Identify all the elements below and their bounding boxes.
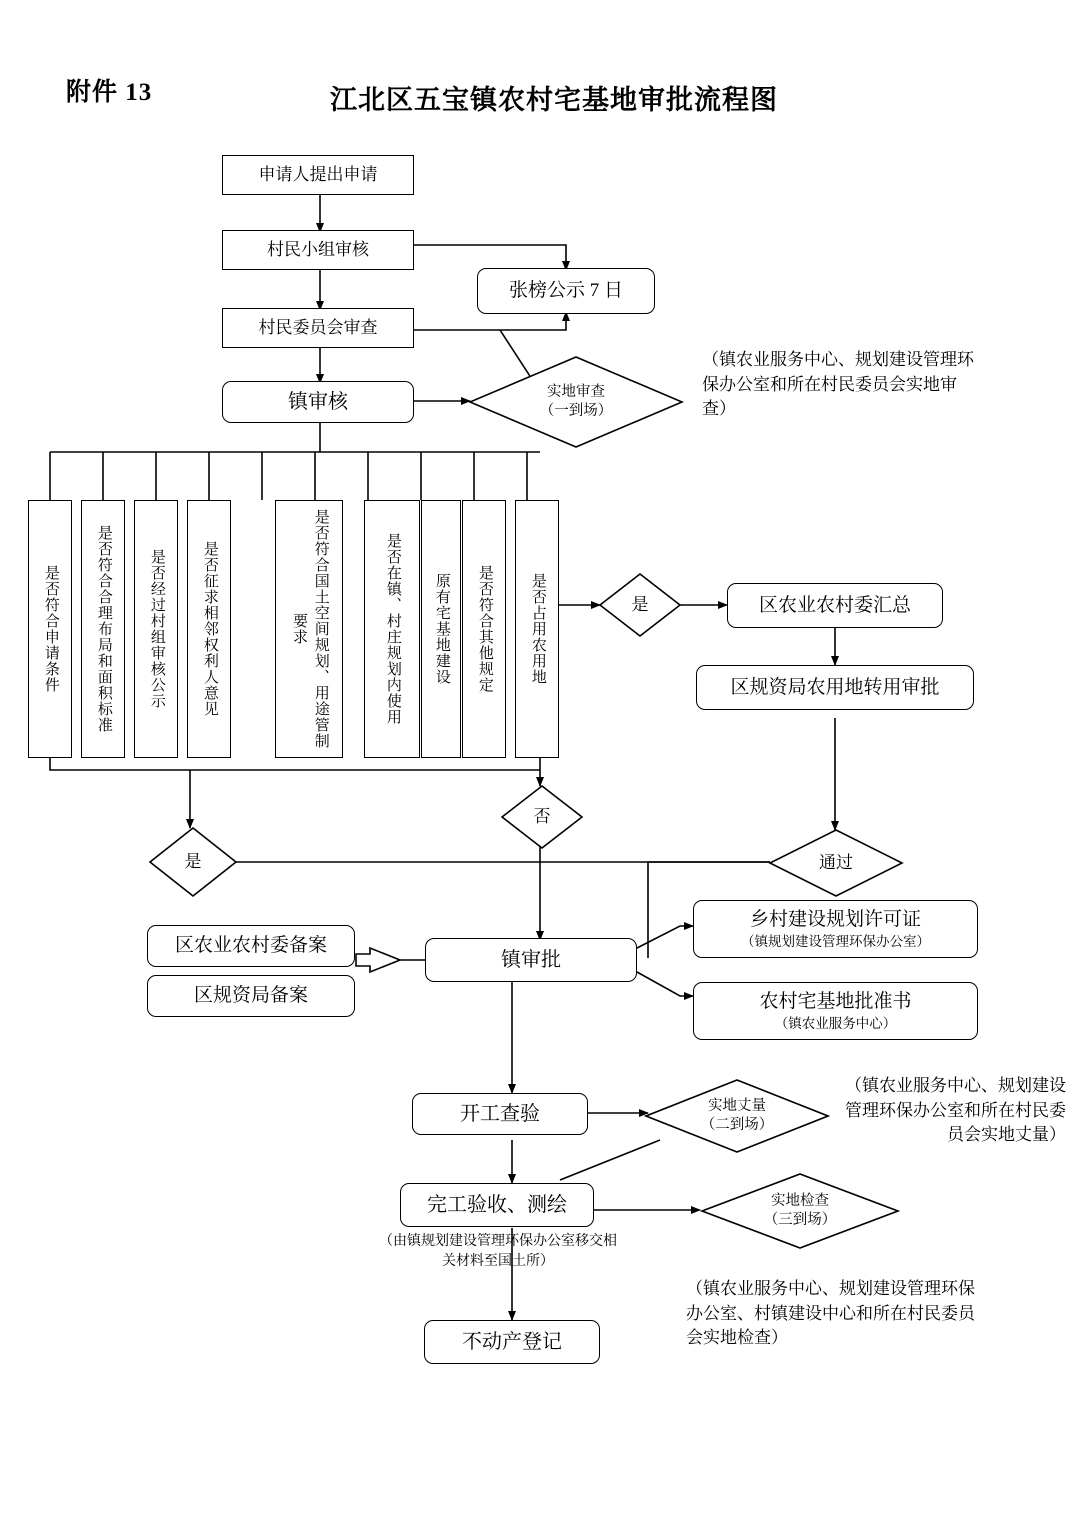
decision-label — [500, 784, 584, 850]
node-district-land-approval[interactable] — [696, 665, 974, 710]
node-label: 张榜公示 7 日 — [508, 280, 623, 302]
decision-no-center[interactable] — [500, 784, 584, 850]
decision-label-group — [468, 355, 684, 449]
node-label: 区规资局备案 — [193, 985, 308, 1007]
note-text: （镇农业服务中心、规划建设管理环保办公室、村镇建设中心和所在村民委员会实地检查） — [686, 1279, 975, 1348]
page-title: 江北区五宝镇农村宅基地审批流程图 — [330, 85, 778, 115]
node-label: 开工查验 — [460, 1102, 540, 1125]
decision-yes-right[interactable] — [598, 572, 682, 638]
node-public-notice[interactable] — [477, 268, 655, 314]
attachment-label: 附件 13 — [66, 79, 153, 106]
decision-title: 实地检查 — [771, 1193, 829, 1210]
node-real-estate-registration[interactable] — [424, 1320, 600, 1364]
node-applicant-apply[interactable] — [222, 155, 414, 195]
decision-subtitle: （一到场） — [539, 403, 613, 419]
decision-subtitle: （三到场） — [763, 1212, 837, 1228]
decision-subtitle: （二到场） — [700, 1117, 774, 1133]
condition-label: 原有宅基地建设 — [433, 573, 450, 685]
condition-box-3[interactable] — [134, 500, 178, 758]
node-label: 镇审核 — [288, 390, 348, 413]
node-homestead-approval-doc[interactable] — [693, 982, 978, 1040]
condition-label: 是否占用农用地 — [529, 573, 546, 685]
note-field-check — [686, 1277, 986, 1351]
condition-label: 是否符合其他规定 — [476, 565, 493, 693]
node-label: 农村宅基地批准书 — [759, 991, 912, 1013]
note-text: （由镇规划建设管理环保办公室移交相关材料至国土所） — [379, 1234, 617, 1270]
decision-title: 实地审查 — [547, 384, 605, 401]
node-rural-construction-permit[interactable] — [693, 900, 978, 958]
node-district-land-record[interactable] — [147, 975, 355, 1017]
condition-box-1[interactable] — [28, 500, 72, 758]
condition-label: 是否符合合理布局和面积标准 — [95, 525, 112, 733]
decision-field-measure[interactable] — [644, 1078, 830, 1154]
node-label: 乡村建设规划许可证 — [749, 909, 921, 931]
decision-text: 否 — [533, 806, 551, 826]
decision-title: 实地丈量 — [708, 1098, 766, 1115]
node-sublabel: （镇规划建设管理环保办公室） — [741, 933, 930, 949]
node-label: 村民委员会审查 — [258, 317, 378, 337]
node-district-agri-summary[interactable] — [727, 583, 943, 628]
decision-label — [148, 826, 238, 898]
note-field-measure — [836, 1074, 1066, 1148]
node-label: 区农业农村委汇总 — [758, 594, 911, 616]
condition-box-8[interactable] — [462, 500, 506, 758]
node-village-committee-review[interactable] — [222, 308, 414, 348]
condition-label: 是否符合申请条件 — [42, 565, 59, 693]
decision-label — [768, 828, 904, 898]
decision-yes-left[interactable] — [148, 826, 238, 898]
node-label: 区规资局农用地转用审批 — [730, 676, 940, 698]
decision-label — [598, 572, 682, 638]
decision-field-check[interactable] — [700, 1172, 900, 1250]
condition-box-9[interactable] — [515, 500, 559, 758]
node-sublabel: （镇农业服务中心） — [774, 1015, 897, 1031]
node-village-group-review[interactable] — [222, 230, 414, 270]
condition-box-7[interactable] — [421, 500, 461, 758]
note-text: （镇农业服务中心、规划建设管理环保办公室和所在村民委员会实地丈量） — [845, 1076, 1066, 1145]
condition-label: 是否经过村组审核公示 — [148, 549, 165, 709]
node-label: 完工验收、测绘 — [427, 1193, 567, 1216]
node-label: 镇审批 — [501, 948, 561, 971]
decision-field-review[interactable] — [468, 355, 684, 449]
node-label: 不动产登记 — [462, 1330, 562, 1353]
node-start-inspection[interactable] — [412, 1093, 588, 1135]
node-town-review[interactable] — [222, 381, 414, 423]
decision-pass[interactable] — [768, 828, 904, 898]
note-completion — [378, 1232, 618, 1273]
condition-label: 是否在镇、村庄规划内使用 — [384, 533, 401, 725]
decision-text: 是 — [631, 594, 649, 614]
condition-box-4[interactable] — [187, 500, 231, 758]
note-text: （镇农业服务中心、规划建设管理环保办公室和所在村民委员会实地审查） — [702, 350, 974, 419]
decision-label-group — [700, 1172, 900, 1250]
decision-text: 是 — [184, 851, 202, 871]
note-field-review — [702, 348, 974, 422]
node-district-agri-record[interactable] — [147, 925, 355, 967]
node-completion-acceptance[interactable] — [400, 1183, 594, 1227]
node-label: 村民小组审核 — [267, 239, 369, 259]
condition-label: 是否征求相邻权利人意见 — [201, 541, 218, 717]
condition-box-6[interactable] — [364, 500, 420, 758]
node-town-approval[interactable] — [425, 938, 637, 982]
node-label: 申请人提出申请 — [258, 164, 378, 184]
condition-box-5[interactable] — [275, 500, 343, 758]
condition-label: 是否符合国土空间规划、用途管制要求 — [291, 509, 329, 749]
condition-box-2[interactable] — [81, 500, 125, 758]
decision-label-group — [644, 1078, 830, 1154]
decision-text: 通过 — [819, 852, 853, 872]
node-label: 区农业农村委备案 — [174, 935, 327, 957]
